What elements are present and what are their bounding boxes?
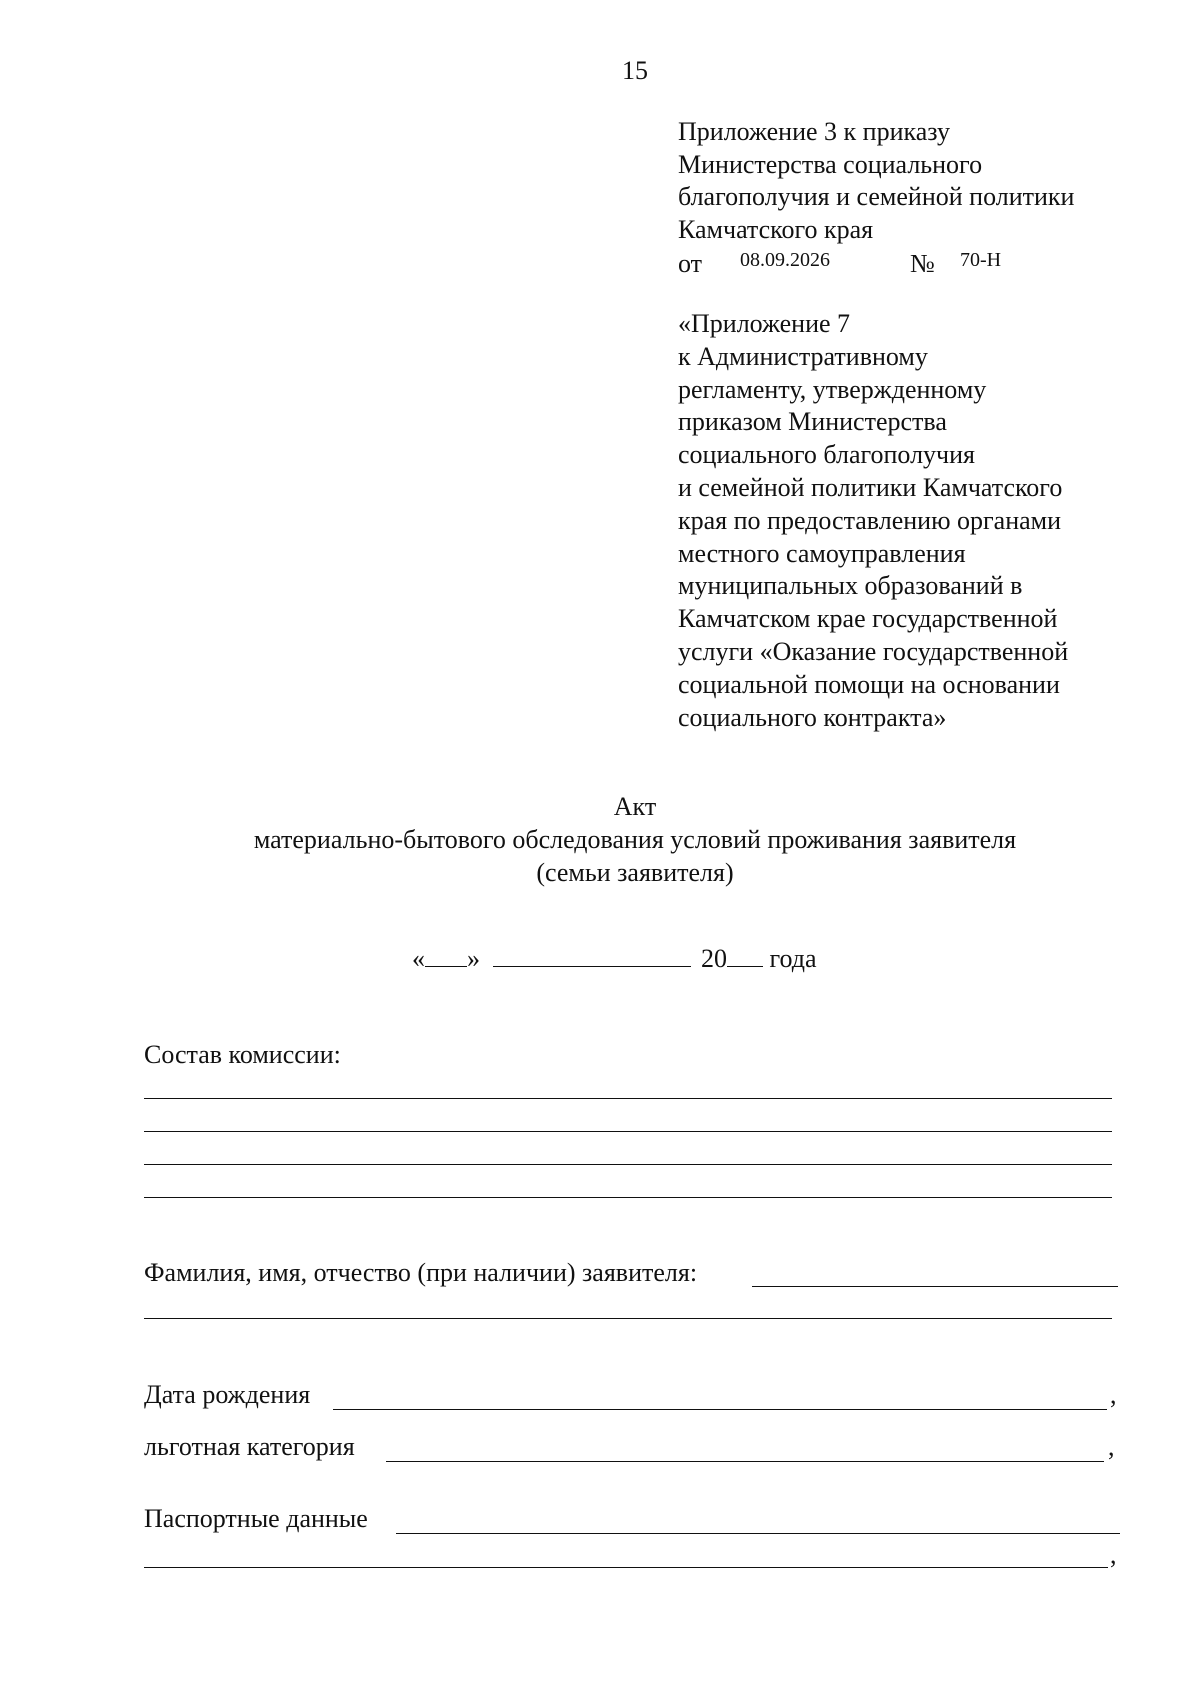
regulation-line: социального контракта» [678,702,947,732]
page-number: 15 [622,56,648,85]
regulation-line: регламенту, утвержденному [678,374,987,404]
number-sign: № [910,249,935,278]
passport-label: Паспортные данные [144,1504,368,1533]
regulation-line: края по предоставлению органами [678,505,1062,535]
regulation-line: местного самоуправления [678,538,966,568]
regulation-reference [678,308,1068,734]
regulation-line: услуги «Оказание государственной [678,636,1069,666]
commission-line-4[interactable] [144,1197,1112,1198]
act-subtitle-2: (семьи заявителя) [536,858,734,887]
close-quote: » [467,944,480,973]
passport-comma: , [1110,1540,1117,1569]
year-prefix: 20 [701,944,727,973]
regulation-line: к Административному [678,341,928,371]
applicant-name-label: Фамилия, имя, отчество (при наличии) заявителя: [144,1258,698,1287]
commission-line-1[interactable] [144,1098,1112,1099]
applicant-name-line-2[interactable] [144,1318,1112,1319]
regulation-line: и семейной политики Камчатского [678,472,1063,502]
open-quote: « [412,944,425,973]
order-number: 70-Н [960,249,1002,271]
regulation-line: приказом Министерства [678,407,947,437]
commission-label: Состав комиссии: [144,1040,341,1069]
passport-line-1[interactable] [396,1533,1120,1534]
commission-line-3[interactable] [144,1164,1112,1165]
month-blank[interactable] [493,942,691,967]
year-blank[interactable] [727,942,763,967]
benefit-category-label: льготная категория [144,1432,355,1461]
act-subtitle: материально-бытового обследования условий проживания заявителя [253,825,1017,854]
order-date-number-line [678,246,1074,278]
appendix-header [678,116,1074,278]
year-suffix: года [769,944,817,973]
passport-line-2[interactable] [144,1567,1108,1568]
order-date: 08.09.2026 [740,249,830,271]
act-date-line [412,942,817,974]
appendix-line: Приложение 3 к приказу [678,117,951,146]
act-title: Акт [613,792,657,821]
benefit-category-comma: , [1108,1432,1115,1461]
day-blank[interactable] [425,942,467,967]
benefit-category-line[interactable] [386,1461,1104,1462]
birth-date-comma: , [1110,1380,1117,1409]
birth-date-line[interactable] [333,1409,1107,1410]
regulation-line: муниципальных образований в [678,571,1023,601]
regulation-line: социальной помощи на основании [678,669,1060,699]
appendix-line: благополучия и семейной политики [678,182,1075,211]
appendix-line: Министерства социального [678,149,983,179]
applicant-name-line-1[interactable] [752,1286,1118,1287]
regulation-line: «Приложение 7 [678,309,851,338]
regulation-line: социального благополучия [678,440,976,470]
regulation-line: Камчатском крае государственной [678,604,1058,634]
appendix-line: Камчатского края [678,214,874,244]
commission-line-2[interactable] [144,1131,1112,1132]
birth-date-label: Дата рождения [144,1380,311,1409]
from-label: от [678,249,703,278]
act-title-block [0,790,1200,889]
